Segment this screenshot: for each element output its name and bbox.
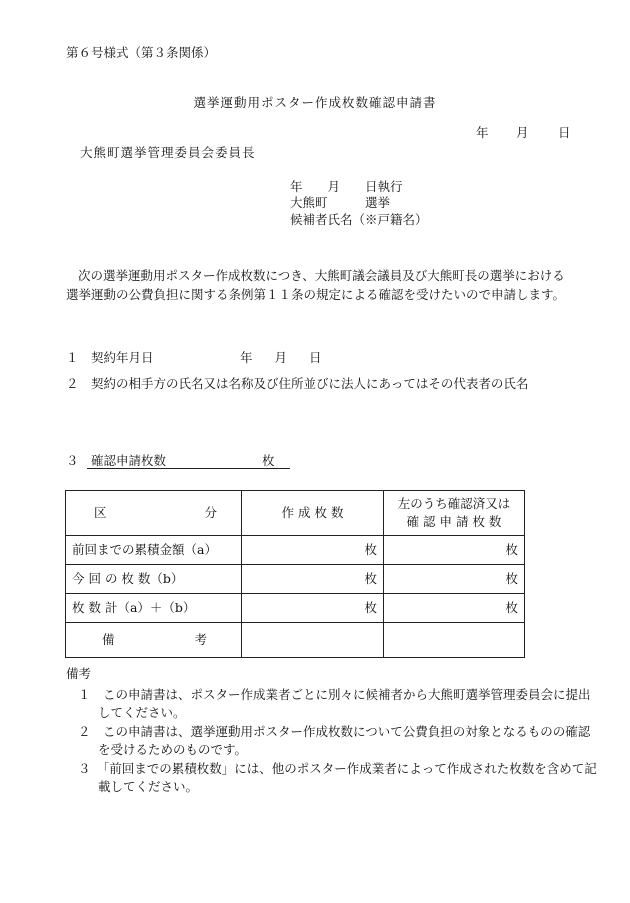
row-created-unit: 枚	[242, 594, 384, 623]
application-body-text: 次の選挙運動用ポスター作成枚数につき、大熊町議会議員及び大熊町長の選挙における選挙運動の公費負担に関する条例第１１条の規定による確認を受けたいので申請します。	[66, 268, 566, 302]
row-confirmed-unit: 枚	[384, 594, 525, 623]
date-year-label: 年	[476, 125, 489, 140]
item-1-contract-date-label: １ 契約年月日	[66, 350, 154, 365]
table-header-row	[66, 491, 525, 536]
form-number: 第６号様式（第３条関係）	[66, 45, 217, 60]
notes-heading: 備考	[66, 666, 92, 681]
table-row	[66, 594, 525, 623]
item-3-unit: 枚	[262, 453, 275, 468]
note-3: ３ 「前回までの累積枚数」には、他のポスター作成業者によって作成された枚数を含めて記載してください。	[78, 761, 597, 794]
remarks-label	[66, 623, 242, 658]
remarks-label-part1: 備	[102, 631, 115, 647]
note-1: １ この申請書は、ポスター作成業者ごとに別々に候補者から大熊町選挙管理委員会に提出してください。	[78, 687, 591, 720]
header-category	[66, 491, 242, 536]
row-created-unit: 枚	[242, 536, 384, 565]
row-label: 前回までの累積金額（a）	[66, 536, 242, 565]
header-confirmed-line2: 確 認 申 請 枚 数	[406, 514, 502, 529]
remarks-row	[66, 623, 525, 658]
header-confirmed-line1: 左のうち確認済又は	[397, 496, 511, 511]
header-category-part1: 区	[94, 504, 107, 520]
row-confirmed-unit: 枚	[384, 565, 525, 594]
row-label: 今 回 の 枚 数（b）	[66, 565, 242, 594]
table-row	[66, 565, 525, 594]
header-confirmed-count	[384, 491, 525, 536]
item-3-label: ３ 確認申請枚数	[66, 453, 167, 468]
item-3-underline	[87, 468, 290, 469]
election-date-line: 年 月 日執行	[290, 179, 403, 194]
header-category-part2: 分	[204, 504, 217, 520]
table-row	[66, 536, 525, 565]
row-created-unit: 枚	[242, 565, 384, 594]
row-label: 枚 数 計（a）＋（b）	[66, 594, 242, 623]
item-1-contract-date-field: 年 月 日	[240, 350, 322, 365]
header-created-count: 作 成 枚 数	[242, 491, 384, 536]
row-confirmed-unit: 枚	[384, 536, 525, 565]
election-name-line: 大熊町 選挙	[290, 195, 391, 210]
item-3-requested-count	[66, 455, 275, 468]
addressee: 大熊町選挙管理委員会委員長	[80, 145, 256, 160]
date-day-label: 日	[558, 125, 571, 140]
document-title: 選挙運動用ポスター作成枚数確認申請書	[193, 95, 437, 110]
candidate-name-line: 候補者氏名（※戸籍名）	[290, 212, 428, 227]
remarks-value-2	[384, 623, 525, 658]
note-2: ２ この申請書は、選挙運動用ポスター作成枚数について公費負担の対象となるものの確認を受けるためのものです。	[78, 724, 591, 757]
date-month-label: 月	[516, 125, 529, 140]
poster-count-table	[65, 490, 525, 658]
remarks-label-part2: 考	[194, 631, 207, 647]
remarks-value	[242, 623, 384, 658]
item-2-contract-party-label: ２ 契約の相手方の氏名又は名称及び住所並びに法人にあってはその代表者の氏名	[66, 376, 529, 391]
